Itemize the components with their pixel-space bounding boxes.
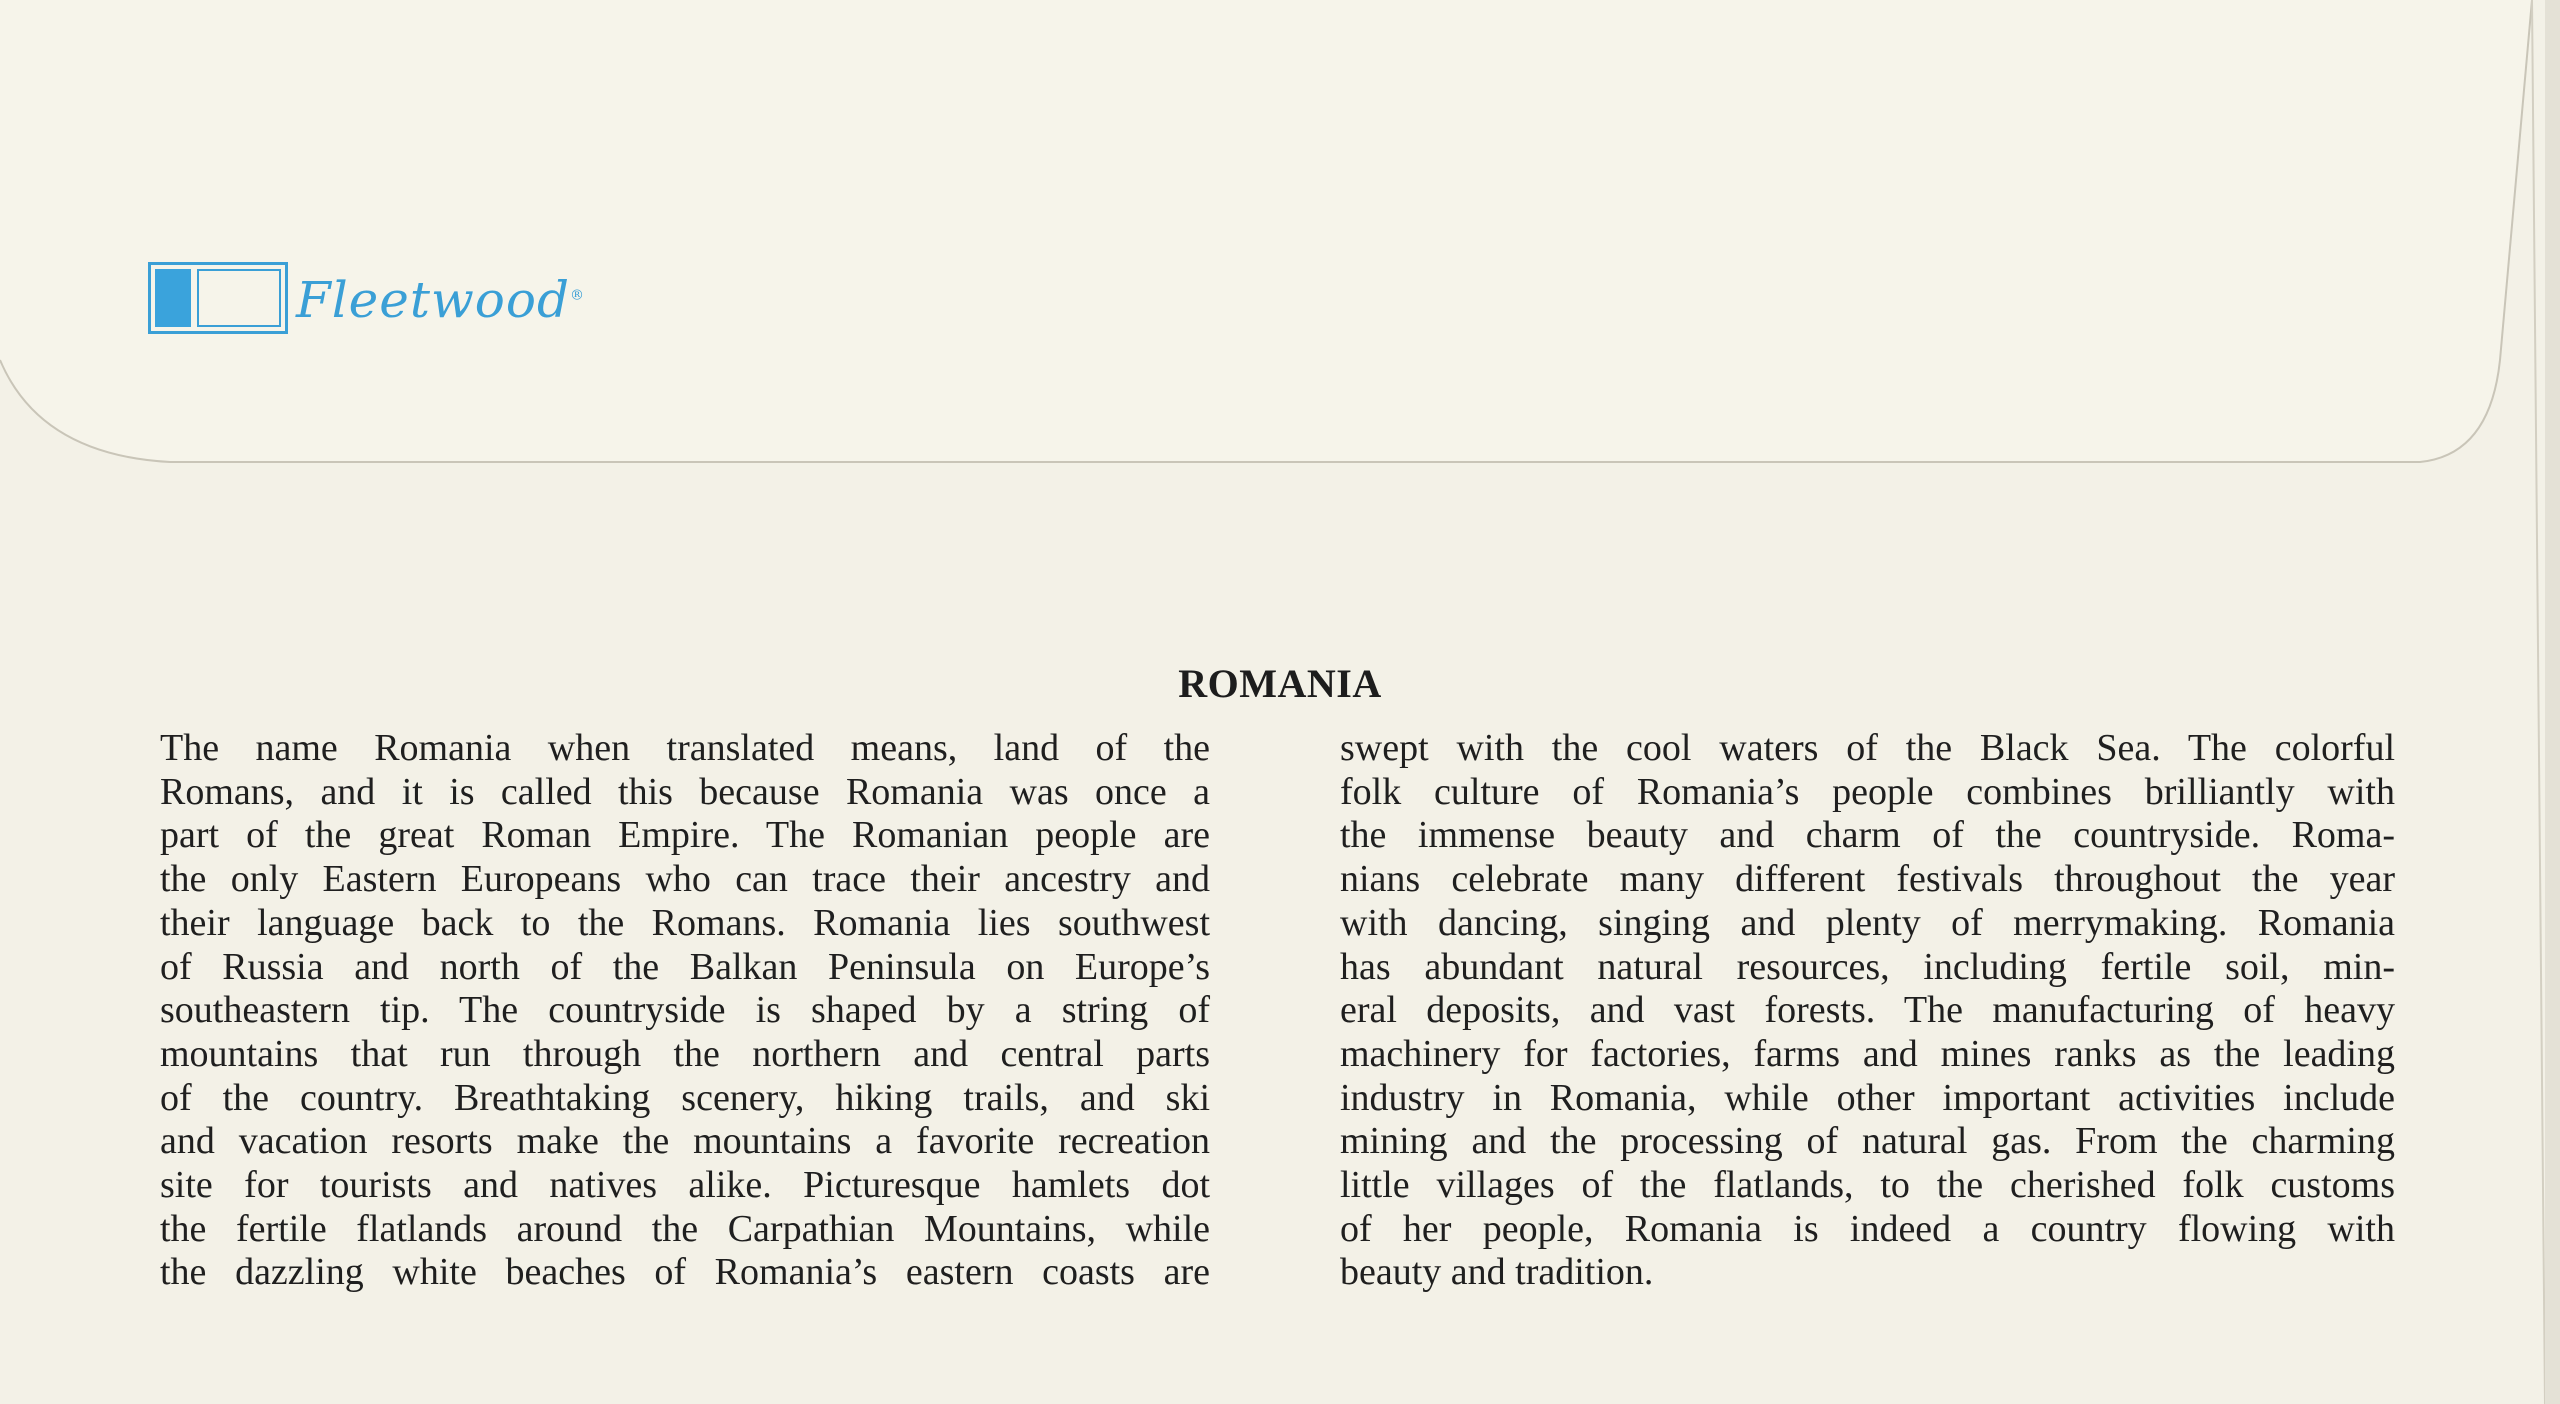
logo-wordmark: Fleetwood® xyxy=(296,271,585,329)
text-line: industry in Romania, while other important activities include xyxy=(1340,1076,2395,1119)
registered-mark: ® xyxy=(569,287,585,304)
text-line: site for tourists and natives alike. Picturesque hamlets dot xyxy=(160,1164,1210,1207)
text-line: the immense beauty and charm of the countryside. Roma- xyxy=(1340,814,2395,857)
text-line: little villages of the flatlands, to the cherished folk customs xyxy=(1340,1164,2395,1207)
text-line: has abundant natural resources, including fertile soil, min- xyxy=(1340,945,2395,988)
text-line: mining and the processing of natural gas. From the charming xyxy=(1340,1120,2395,1163)
text-line: of Russia and north of the Balkan Peninsula on Europe’s xyxy=(160,945,1210,988)
text-line: swept with the cool waters of the Black Sea. The colorful xyxy=(1340,727,2395,769)
article-column-left xyxy=(160,727,1210,1295)
text-line: nians celebrate many different festivals throughout the year xyxy=(1340,858,2395,901)
logo-box-icon xyxy=(148,262,288,334)
text-line: the only Eastern Europeans who can trace their ancestry and xyxy=(160,858,1210,901)
text-line: The name Romania when translated means, land of the xyxy=(160,727,1210,769)
text-line: of her people, Romania is indeed a country flowing with xyxy=(1340,1207,2395,1250)
text-line: with dancing, singing and plenty of merrymaking. Romania xyxy=(1340,901,2395,944)
text-line: the dazzling white beaches of Romania’s eastern coasts are xyxy=(160,1251,1210,1294)
article-title: ROMANIA xyxy=(1178,661,1382,706)
text-line: eral deposits, and vast forests. The manufacturing of heavy xyxy=(1340,989,2395,1032)
text-line: their language back to the Romans. Romania lies southwest xyxy=(160,901,1210,944)
fleetwood-logo xyxy=(148,262,585,334)
text-line: folk culture of Romania’s people combines brilliantly with xyxy=(1340,770,2395,813)
text-line: beauty and tradition. xyxy=(1340,1251,1654,1294)
text-line: and vacation resorts make the mountains a favorite recreation xyxy=(160,1120,1210,1163)
article-column-right xyxy=(1340,727,2395,1295)
text-line: mountains that run through the northern and central parts xyxy=(160,1032,1210,1075)
text-line: of the country. Breathtaking scenery, hiking trails, and ski xyxy=(160,1076,1210,1119)
text-line: the fertile flatlands around the Carpathian Mountains, while xyxy=(160,1207,1210,1250)
text-line: Romans, and it is called this because Romania was once a xyxy=(160,770,1210,813)
text-line: machinery for factories, farms and mines ranks as the leading xyxy=(1340,1032,2395,1075)
text-line: southeastern tip. The countryside is shaped by a string of xyxy=(160,989,1210,1032)
text-line: part of the great Roman Empire. The Romanian people are xyxy=(160,814,1210,857)
